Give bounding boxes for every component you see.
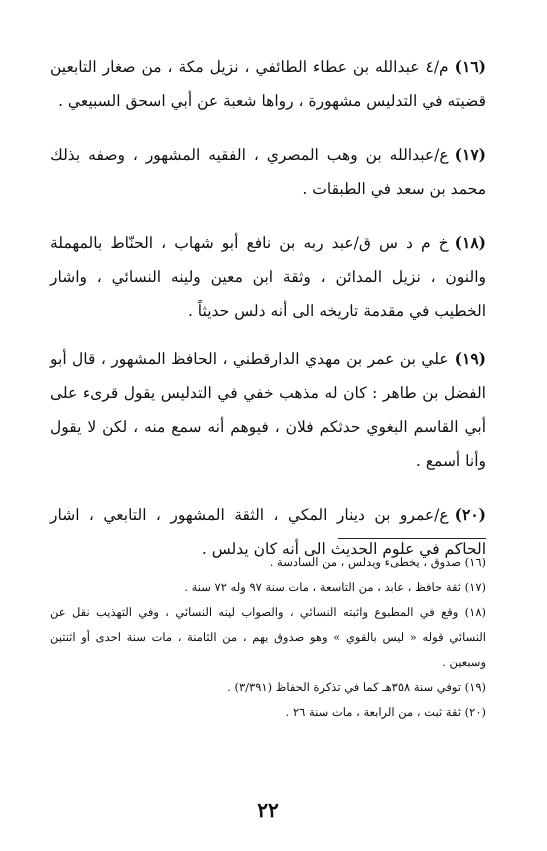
entry-number: (٢٠) [454,505,486,524]
entry-number: (١٧) [454,145,486,164]
page-number: ٢٢ [257,798,279,822]
footnote-16: (١٦) صدوق ، يخطىء ويدلس ، من السادسة . [269,555,486,569]
entry-text: علي بن عمر بن مهدي الدارقطني ، الحافظ المشهور ، قال أبو الفضل بن طاهر : كان له مذهب خفي في التدليس يقول قرىء على أبي القاسم البغوي حدثكم فلان ، فيوهم أنه سمع منه ، لكن لا يقول وأنا أسمع . [50,350,486,470]
footnote-area [50,0,486,851]
entry-text: خ م د س ق/عبد ربه بن نافع أبو شهاب ، الحنّاط بالمهملة والنون ، نزيل المدائن ، وثقة ابن معين ولينه النسائي ، واشار الخطيب في مقدمة تاريخه الى أنه دلس حديثاً . [50,234,486,320]
entry-text: م/٤ عبدالله بن عطاء الطائفي ، نزيل مكة ، من صغار التابعين قضيته في التدليس مشهورة ، رواها شعبة عن أبي اسحق السبيعي . [50,58,486,110]
footnote-17: (١٧) ثقة حافظ ، عابد ، من التاسعة ، مات سنة ٩٧ وله ٧٢ سنة . [184,580,486,594]
entry-number: (١٦) [454,57,486,76]
footnote-divider [338,538,486,539]
entry-number: (١٨) [454,233,486,252]
entry-text: ع/عمرو بن دينار المكي ، الثقة المشهور ، التابعي ، اشار الحاكم في علوم الحديث الى أنه كان يدلس . [50,506,486,558]
entry-number: (١٩) [454,349,486,368]
footnote-20: (٢٠) ثقة ثبت ، من الرابعة ، مات سنة ٢٦ . [285,705,486,719]
entry-text: ع/عبدالله بن وهب المصري ، الفقيه المشهور ، وصفه بذلك محمد بن سعد في الطبقات . [50,146,486,198]
footnote-19: (١٩) توفي سنة ٣٥٨هـ كما في تذكرة الحفاظ (٣/٣٩١) . [227,680,486,694]
footnote-18: (١٨) وقع في المطبوع واثبته النسائي ، والصواب لينه النسائي ، وفي التهذيب نقل عن النسائي قوله « ليس بالقوي » وهو صدوق يهم ، من الثامنة ، مات سنة احدى أو اثنتين وسبعين . [50,605,486,669]
footnotes [50,550,486,725]
